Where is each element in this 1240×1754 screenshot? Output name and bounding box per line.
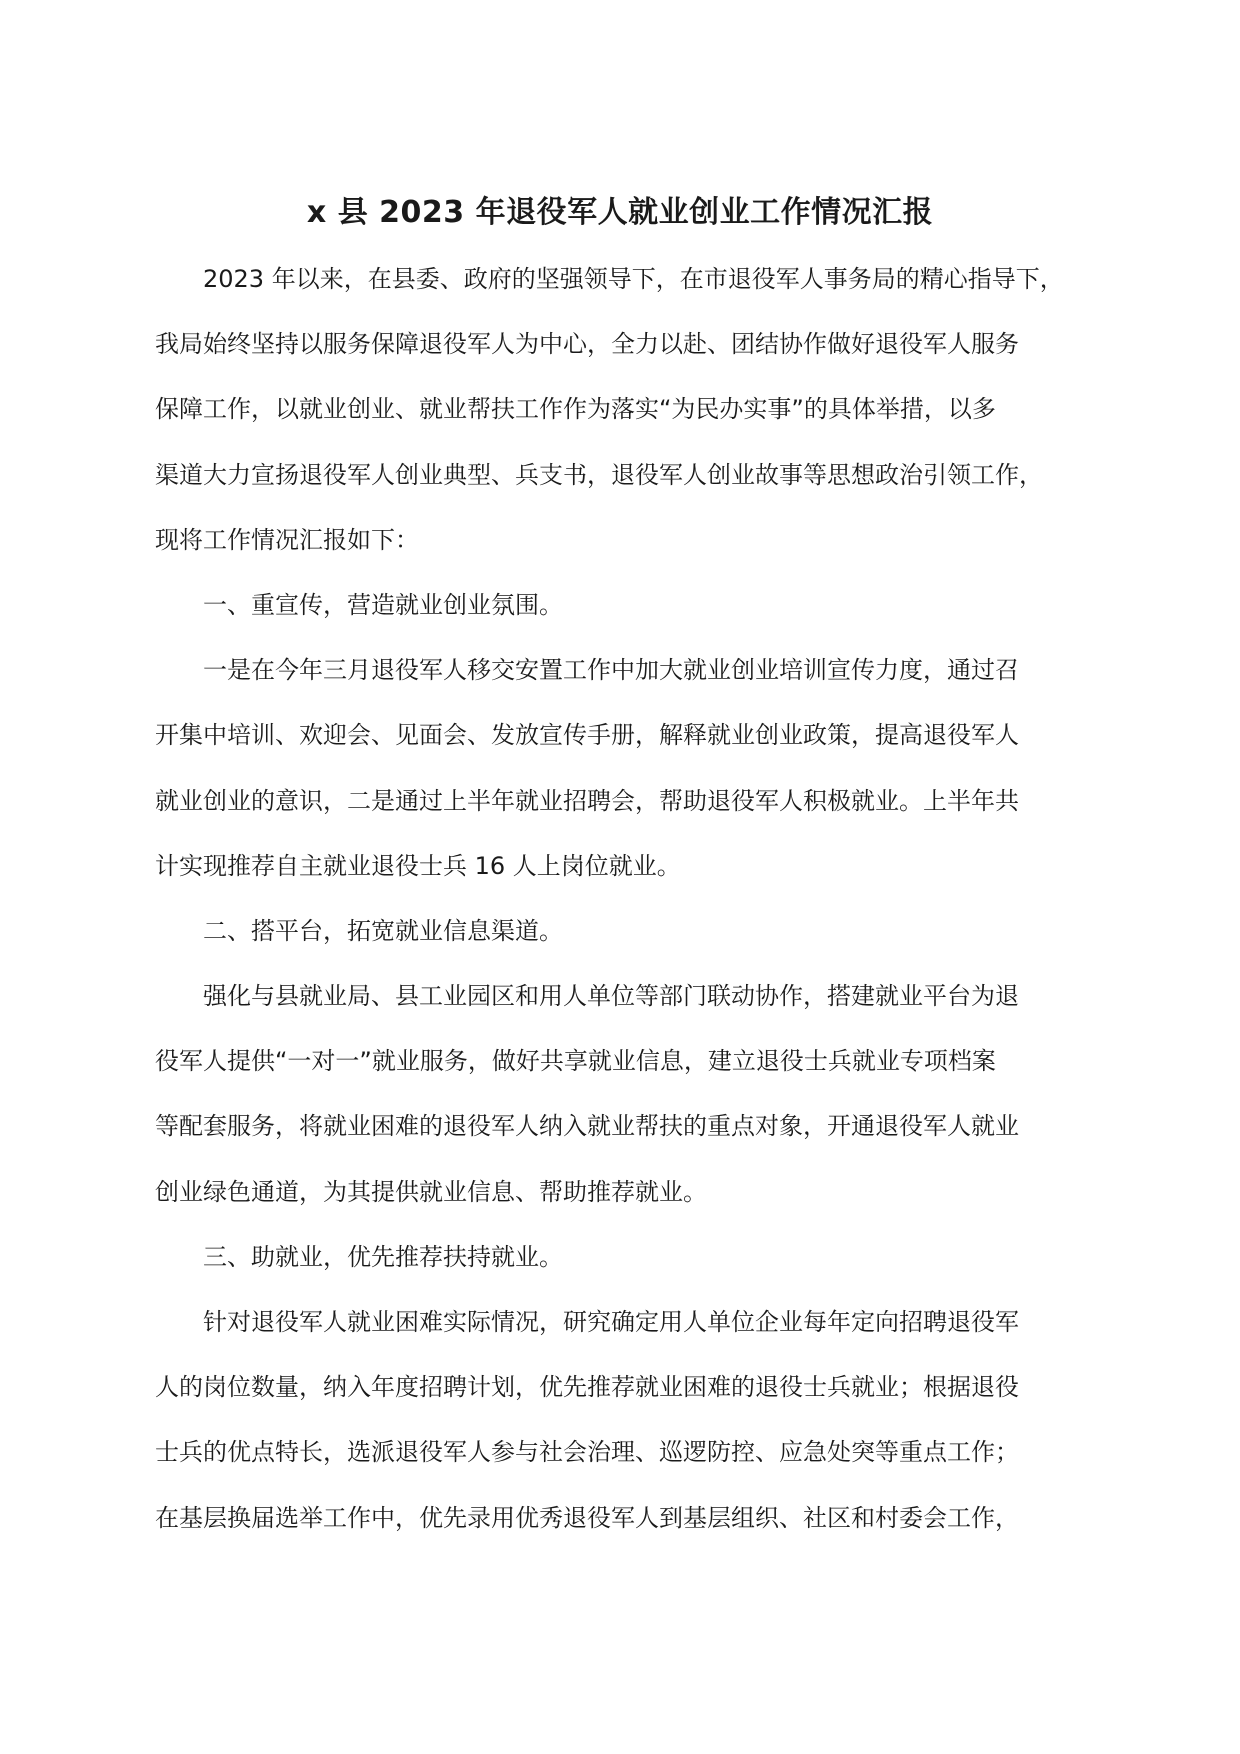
paragraph-line: 计实现推荐自主就业退役士兵 16 人上岗位就业。: [155, 851, 681, 880]
section-heading: 一、重宣传，营造就业创业氛围。: [203, 590, 563, 619]
paragraph-line: 2023 年以来，在县委、政府的坚强领导下，在市退役军人事务局的精心指导下，: [203, 265, 1064, 293]
paragraph-line: 创业绿色通道，为其提供就业信息、帮助推荐就业。: [155, 1177, 707, 1206]
paragraph-line: 渠道大力宣扬退役军人创业典型、兵支书，退役军人创业故事等思想政治引领工作，: [155, 460, 1043, 489]
paragraph-line: 保障工作，以就业创业、就业帮扶工作作为落实“为民办实事”的具体举措，以多: [155, 395, 996, 424]
section-heading: 三、助就业，优先推荐扶持就业。: [203, 1242, 563, 1271]
paragraph-line: 开集中培训、欢迎会、见面会、发放宣传手册，解释就业创业政策，提高退役军人: [155, 721, 1019, 750]
paragraph-line: 现将工作情况汇报如下：: [155, 525, 419, 554]
paragraph-line: 在基层换届选举工作中，优先录用优秀退役军人到基层组织、社区和村委会工作，: [155, 1503, 1019, 1532]
paragraph-line: 就业创业的意识，二是通过上半年就业招聘会，帮助退役军人积极就业。上半年共: [155, 786, 1019, 815]
paragraph-line: 人的岗位数量，纳入年度招聘计划，优先推荐就业困难的退役士兵就业；根据退役: [155, 1373, 1019, 1402]
section-heading: 二、搭平台，拓宽就业信息渠道。: [203, 916, 563, 945]
paragraph-line: 士兵的优点特长，选派退役军人参与社会治理、巡逻防控、应急处突等重点工作；: [155, 1438, 1019, 1467]
paragraph-line: 我局始终坚持以服务保障退役军人为中心，全力以赴、团结协作做好退役军人服务: [155, 330, 1019, 359]
paragraph-line: 针对退役军人就业困难实际情况，研究确定用人单位企业每年定向招聘退役军: [203, 1308, 1019, 1336]
paragraph-line: 一是在今年三月退役军人移交安置工作中加大就业创业培训宣传力度，通过召: [203, 656, 1019, 685]
document-title: x 县 2023 年退役军人就业创业工作情况汇报: [306, 195, 934, 230]
document-body: [155, 258, 1085, 1562]
paragraph-line: 等配套服务，将就业困难的退役军人纳入就业帮扶的重点对象，开通退役军人就业: [155, 1112, 1019, 1141]
paragraph-line: 强化与县就业局、县工业园区和用人单位等部门联动协作，搭建就业平台为退: [203, 982, 1019, 1011]
paragraph-line: 役军人提供“一对一”就业服务，做好共享就业信息，建立退役士兵就业专项档案: [155, 1047, 996, 1076]
